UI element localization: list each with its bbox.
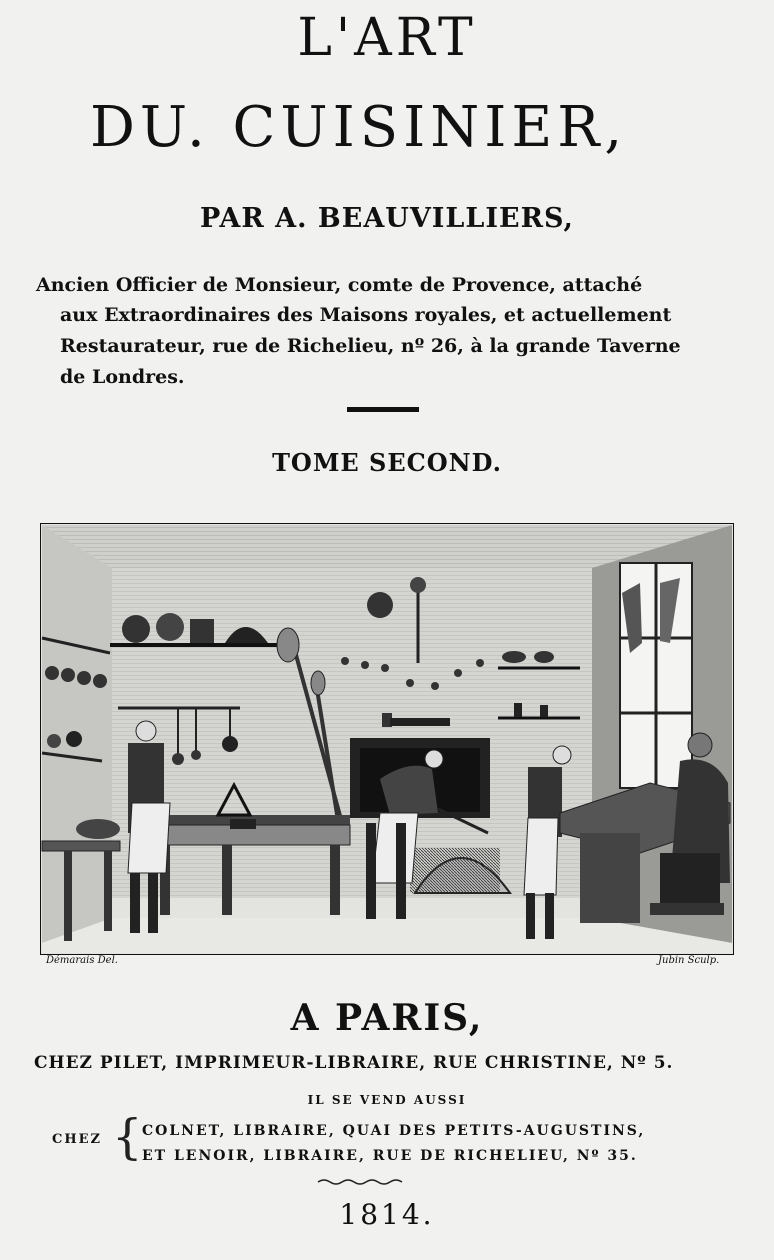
divider-rule bbox=[347, 407, 419, 412]
imprint-distributor-1: COLNET, LIBRAIRE, QUAI DES PETITS-AUGUSTINS, bbox=[142, 1123, 646, 1139]
publication-year: 1814. bbox=[339, 1198, 435, 1231]
imprint-brace: { bbox=[112, 1109, 143, 1165]
engraving-credit-left: Démarais Del. bbox=[46, 955, 118, 966]
imprint-also-sold: IL SE VEND AUSSI bbox=[307, 1093, 467, 1107]
title-line-2: DU. CUISINIER, bbox=[90, 95, 628, 160]
engraving-credit-right: Jubin Sculp. bbox=[658, 955, 720, 966]
imprint-distributor-2: ET LENOIR, LIBRAIRE, RUE DE RICHELIEU, Nº 35. bbox=[142, 1148, 638, 1164]
author-description-line-2: aux Extraordinaires des Maisons royales, et actuellement bbox=[60, 304, 672, 326]
author-description-line-4: de Londres. bbox=[60, 366, 185, 388]
imprint-chez-label: CHEZ bbox=[52, 1132, 103, 1147]
imprint-publisher: CHEZ PILET, IMPRIMEUR-LIBRAIRE, RUE CHRISTINE, Nº 5. bbox=[34, 1053, 674, 1073]
title-line-1: L'ART bbox=[297, 8, 477, 68]
kitchen-engraving bbox=[40, 523, 734, 955]
author-description-line-3: Restaurateur, rue de Richelieu, nº 26, à la grande Taverne bbox=[60, 335, 681, 357]
author-description-line-1: Ancien Officier de Monsieur, comte de Provence, attaché bbox=[36, 274, 643, 296]
volume-label: TOME SECOND. bbox=[272, 448, 502, 477]
ornamental-rule bbox=[316, 1177, 408, 1187]
author-byline: PAR A. BEAUVILLIERS, bbox=[200, 203, 574, 234]
imprint-city: A PARIS, bbox=[290, 997, 484, 1039]
